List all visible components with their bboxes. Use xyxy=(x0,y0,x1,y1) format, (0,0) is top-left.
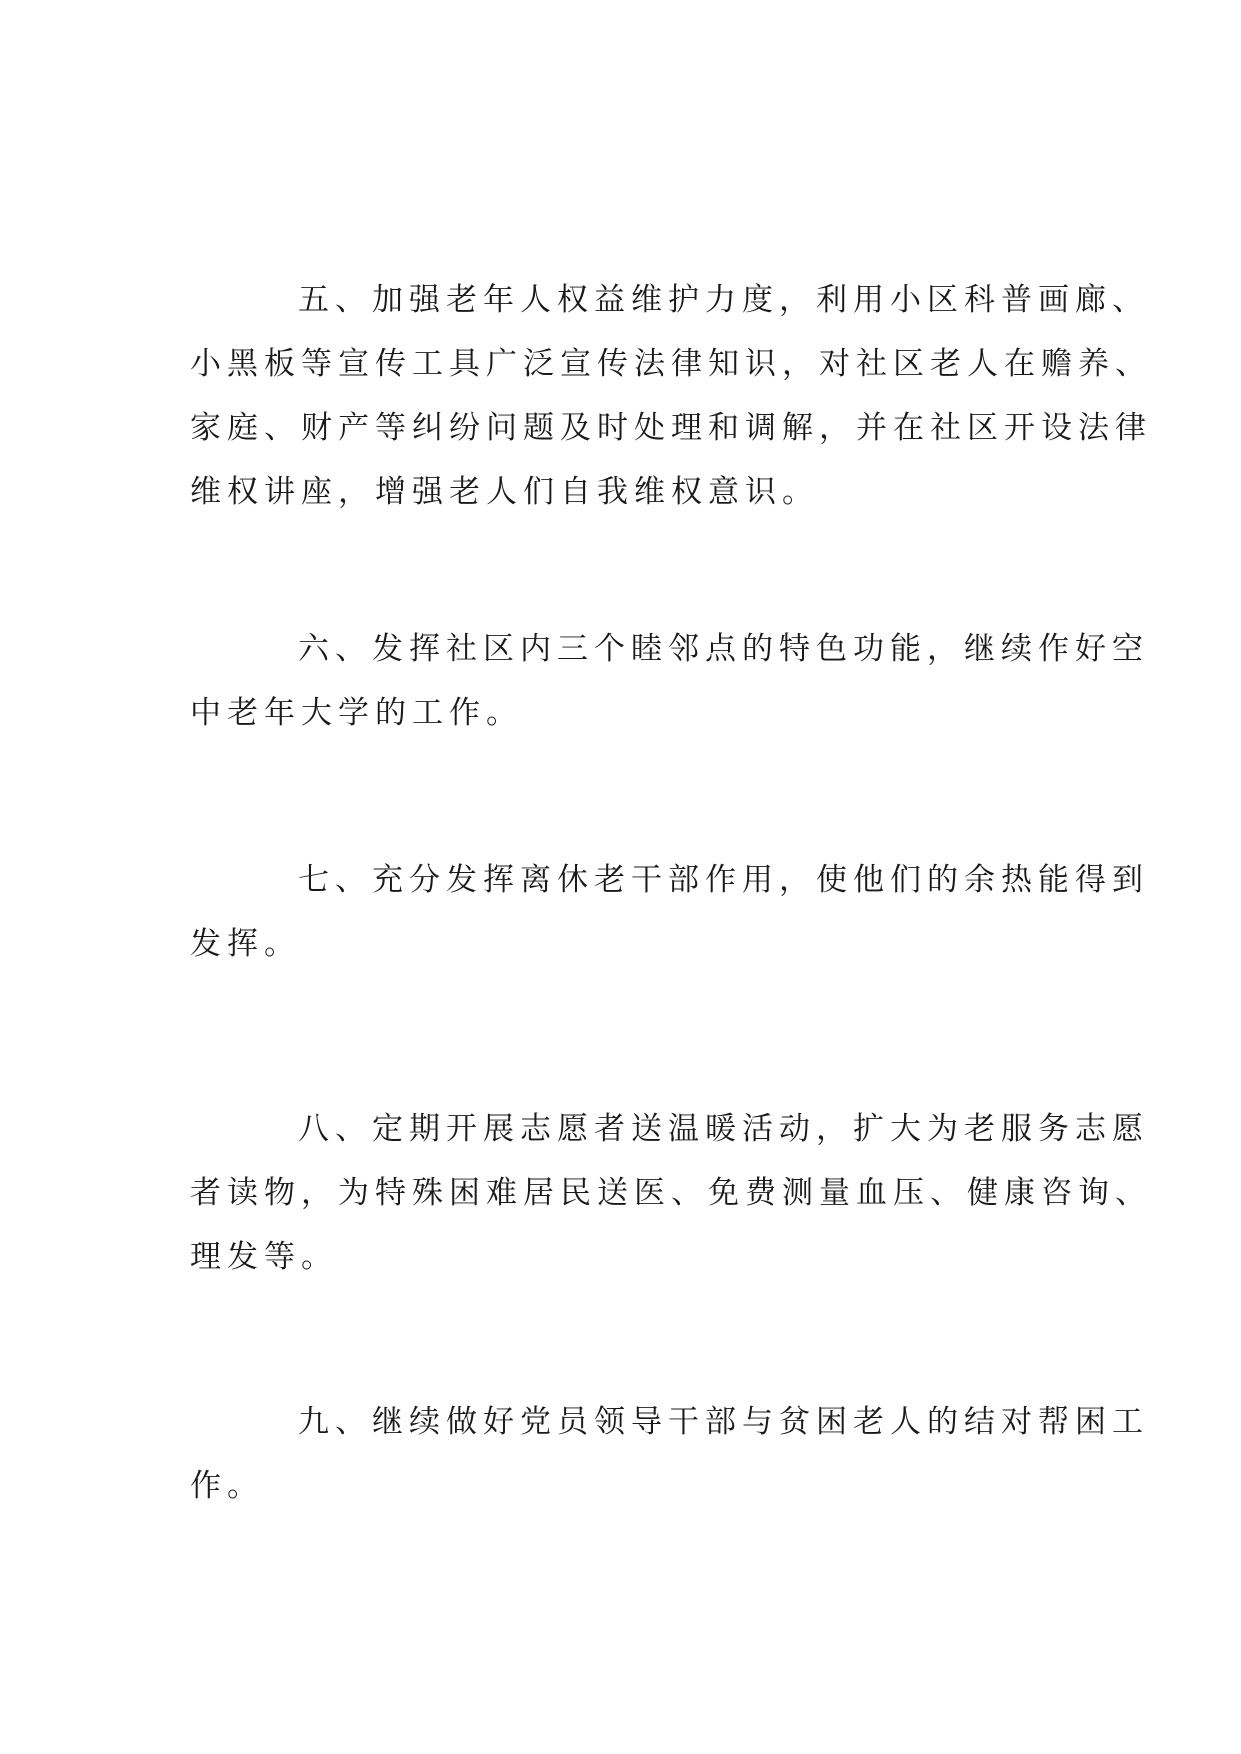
paragraph-item-8 xyxy=(190,1097,1152,1289)
paragraph-line: 者读物，为特殊困难居民送医、免费测量血压、健康咨询、 xyxy=(190,1175,1152,1211)
paragraph-item-5 xyxy=(190,268,1152,524)
paragraph-line: 八、定期开展志愿者送温暖活动，扩大为老服务志愿 xyxy=(298,1111,1149,1147)
paragraph-line: 小黑板等宣传工具广泛宣传法律知识，对社区老人在赡养、 xyxy=(190,346,1152,382)
paragraph-line: 理发等。 xyxy=(190,1239,338,1275)
paragraph-line: 发挥。 xyxy=(190,926,301,962)
paragraph-line: 中老年大学的工作。 xyxy=(190,695,523,731)
paragraph-line: 六、发挥社区内三个睦邻点的特色功能，继续作好空 xyxy=(298,631,1149,667)
paragraph-item-7 xyxy=(190,848,1149,976)
paragraph-line: 五、加强老年人权益维护力度，利用小区科普画廊、 xyxy=(298,282,1149,318)
paragraph-line: 七、充分发挥离休老干部作用，使他们的余热能得到 xyxy=(298,862,1149,898)
paragraph-line: 九、继续做好党员领导干部与贫困老人的结对帮困工 xyxy=(298,1404,1149,1440)
paragraph-item-9 xyxy=(190,1390,1149,1518)
paragraph-line: 家庭、财产等纠纷问题及时处理和调解，并在社区开设法律 xyxy=(190,410,1152,446)
paragraph-line: 维权讲座，增强老人们自我维权意识。 xyxy=(190,474,819,510)
paragraph-item-6 xyxy=(190,617,1149,745)
paragraph-line: 作。 xyxy=(190,1468,264,1504)
